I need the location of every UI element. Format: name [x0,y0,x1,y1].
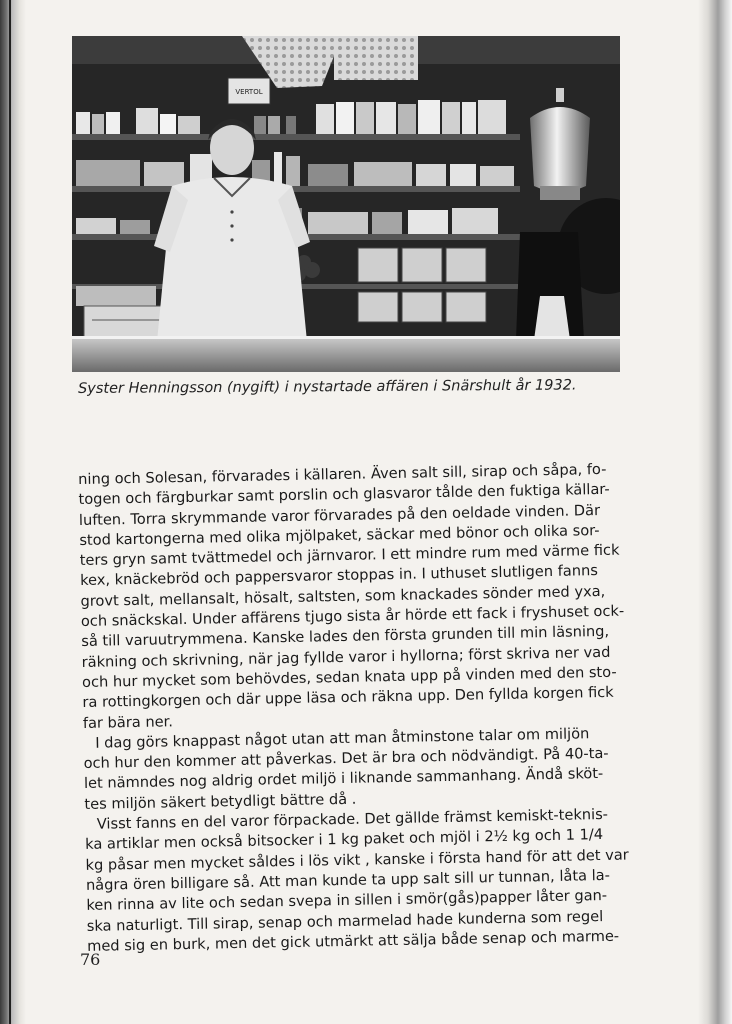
body-text [78,459,643,957]
text-line: några ören billigare så. Att man kunde ta upp salt sill ur tunnan, låta la- [85,866,611,894]
text-line: ken rinna av lite och sedan svepa in sillen i smör(gås)papper låter gan- [86,887,608,915]
text-line: kex, knäckebröd och pappersvaror stoppas in. I uthuset slutligen fanns [79,562,599,590]
shop-photograph [72,36,620,372]
text-line: och hur den kommer att påverkas. Det är bra och nödvändigt. På 40-ta- [83,745,609,773]
book-spine-edge [0,0,26,1024]
text-line: let nämndes nog aldrig ordet miljö i liknande sammanhang. Ändå sköt- [83,765,604,793]
text-line: ka artiklar men också bitsocker i 1 kg paket och mjöl i 2½ kg och 1 1/4 [85,826,604,854]
text-line: luften. Torra skrymmande varor förvarades på den oeldade vinden. Där [78,501,601,529]
photo-caption: Syster Henningsson (nygift) i nystartade affären i Snärshult år 1932. [78,377,577,397]
hanging-shop-sign [228,78,270,104]
text-line: ters gryn samt tvättmedel och järnvaror. I ett mindre rum med värme fick [79,541,620,570]
text-line: och hur mycket som behövdes, sedan knata upp på vinden med den sto- [81,663,617,691]
text-line: far bära ner. [82,712,174,732]
text-line: I dag görs knappast något utan att man åtminstone talar om miljön [95,725,590,752]
text-line: ska naturligt. Till sirap, senap och marmelad hade kunderna som regel [86,907,604,935]
text-line: togen och färgburkar samt porslin och glasvaror tålde den fuktiga källar- [78,481,610,509]
page-right-edge [698,0,732,1024]
text-line: tes miljön säkert betydligt bättre då . [84,790,357,813]
text-line: stod kartongerna med olika mjölpaket, säckar med bönor och olika sor- [79,521,600,549]
text-line: kg påsar men mycket såldes i lös vikt , kanske i första hand för att det var [85,846,629,874]
text-line: med sig en burk, men det gick utmärkt att sälja både senap och marme- [86,927,620,955]
text-line: ra rottingkorgen och där uppe läsa och räkna upp. Den fyllda korgen fick [82,684,614,712]
page-number: 76 [80,950,101,969]
text-line: ning och Solesan, förvarades i källaren. Även salt sill, sirap och såpa, fo- [78,460,607,488]
svg-text:VERTOL: VERTOL [235,88,263,96]
text-line: räkning och skrivning, när jag fyllde varor i hyllorna; först skriva ner vad [81,643,611,671]
text-line: grovt salt, mellansalt, hösalt, saltsten, som knackades sönder med yxa, [80,582,606,610]
text-line: Visst fanns en del varor förpackade. Det gällde främst kemiskt-teknis- [96,805,609,833]
text-line: så till varuutrymmena. Kanske lades den första grunden till min läsning, [81,623,610,651]
text-line: och snäckskal. Under affärens tjugo sista år hörde ett fack i fryshuset ock- [80,602,625,631]
